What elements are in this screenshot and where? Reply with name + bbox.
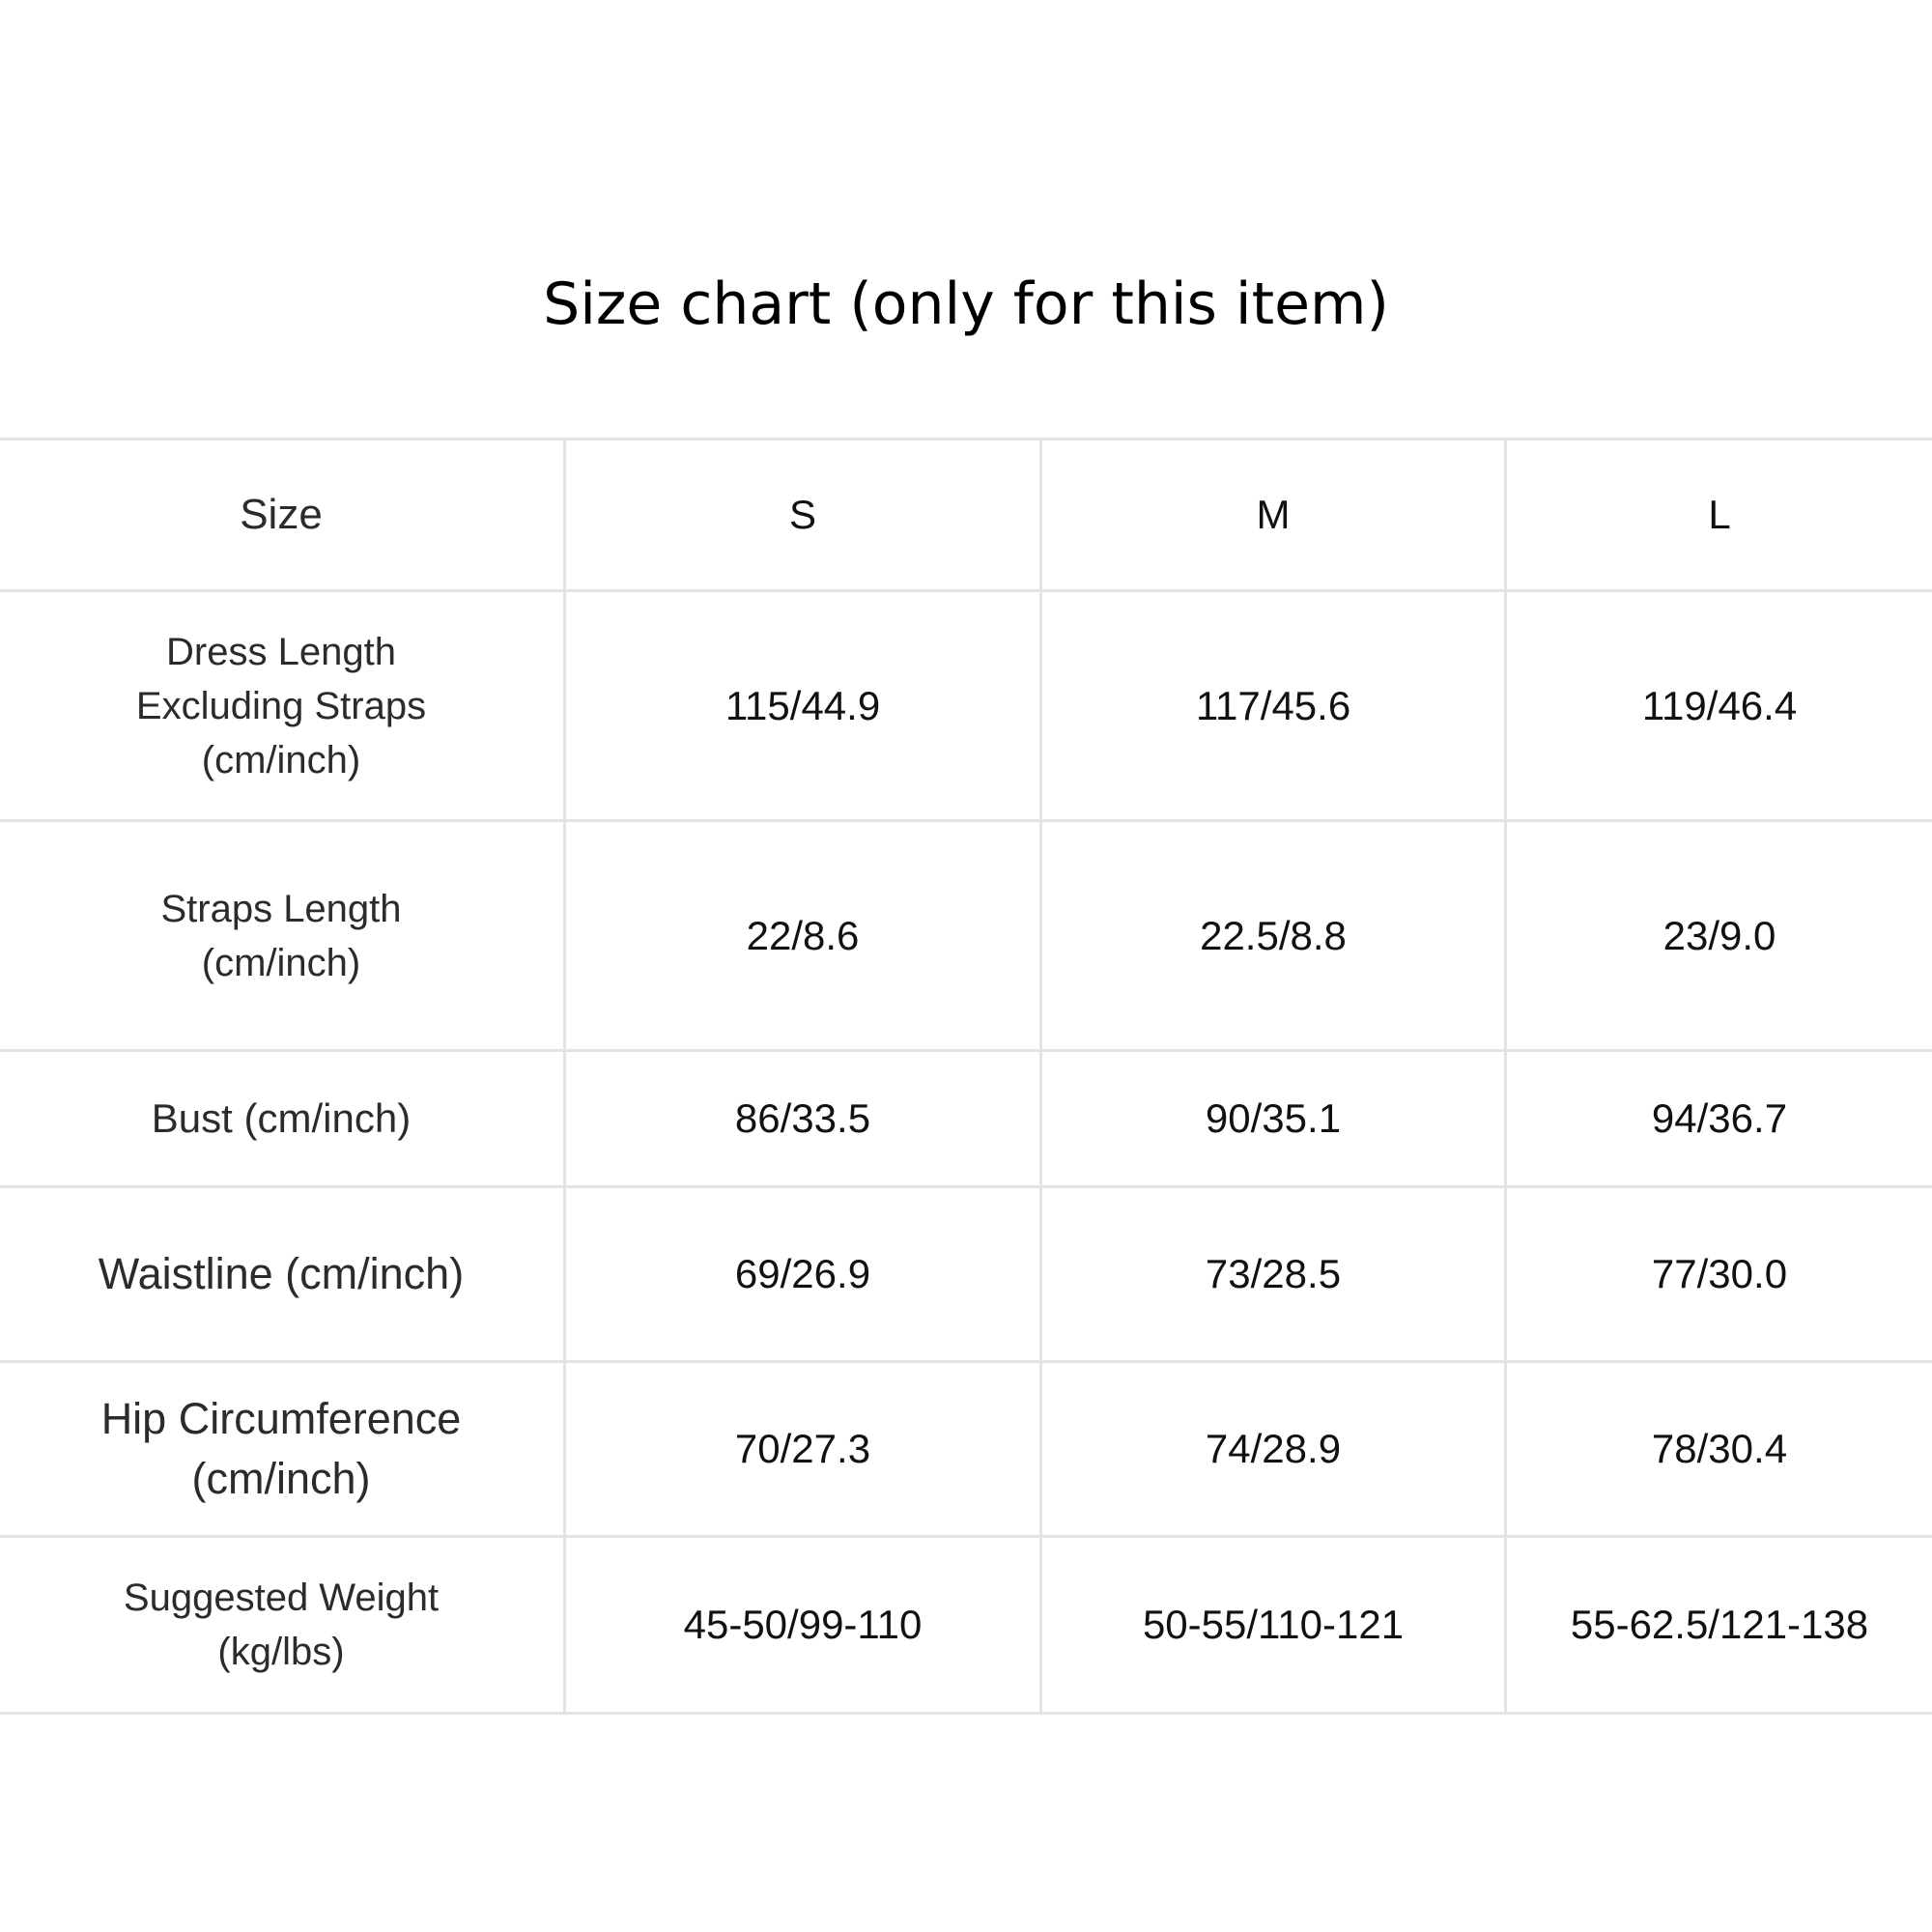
row-label-line: Bust (cm/inch) [151, 1095, 412, 1141]
row-label-bust [0, 1051, 565, 1187]
table-row [0, 591, 1932, 821]
header-size-m: M [1041, 440, 1506, 591]
cell-m: 117/45.6 [1041, 591, 1506, 821]
cell-s: 45-50/99-110 [565, 1537, 1041, 1714]
row-label-line: Waistline (cm/inch) [98, 1249, 465, 1298]
row-label-line: (kg/lbs) [217, 1631, 345, 1673]
row-label-line: (cm/inch) [201, 738, 361, 781]
cell-l: 119/46.4 [1506, 591, 1932, 821]
header-size-l: L [1506, 440, 1932, 591]
row-label-line: Suggested Weight [123, 1577, 440, 1619]
cell-m: 90/35.1 [1041, 1051, 1506, 1187]
cell-l: 77/30.0 [1506, 1187, 1932, 1362]
row-label-weight [0, 1537, 565, 1714]
cell-s: 22/8.6 [565, 821, 1041, 1051]
cell-l: 23/9.0 [1506, 821, 1932, 1051]
cell-s: 86/33.5 [565, 1051, 1041, 1187]
table-header-row [0, 440, 1932, 591]
cell-s: 70/27.3 [565, 1362, 1041, 1537]
row-label-straps-length [0, 821, 565, 1051]
table-row [0, 1362, 1932, 1537]
row-label-line: Straps Length [160, 887, 402, 930]
row-label-hip [0, 1362, 565, 1537]
size-chart-table [0, 438, 1932, 1715]
table-row [0, 1187, 1932, 1362]
cell-m: 50-55/110-121 [1041, 1537, 1506, 1714]
row-label-dress-length [0, 591, 565, 821]
cell-l: 78/30.4 [1506, 1362, 1932, 1537]
row-label-line: (cm/inch) [191, 1454, 371, 1503]
table-row [0, 1537, 1932, 1714]
table-row [0, 821, 1932, 1051]
cell-m: 74/28.9 [1041, 1362, 1506, 1537]
cell-l: 55-62.5/121-138 [1506, 1537, 1932, 1714]
row-label-line: Hip Circumference [100, 1394, 462, 1443]
cell-m: 73/28.5 [1041, 1187, 1506, 1362]
row-label-line: (cm/inch) [201, 941, 361, 984]
header-size-label: Size [0, 440, 565, 591]
row-label-waistline [0, 1187, 565, 1362]
header-size-s: S [565, 440, 1041, 591]
cell-m: 22.5/8.8 [1041, 821, 1506, 1051]
table-row [0, 1051, 1932, 1187]
page-title: Size chart (only for this item) [543, 270, 1389, 338]
row-label-line: Dress Length [166, 630, 396, 673]
cell-l: 94/36.7 [1506, 1051, 1932, 1187]
cell-s: 69/26.9 [565, 1187, 1041, 1362]
cell-s: 115/44.9 [565, 591, 1041, 821]
row-label-line: Excluding Straps [135, 684, 427, 727]
